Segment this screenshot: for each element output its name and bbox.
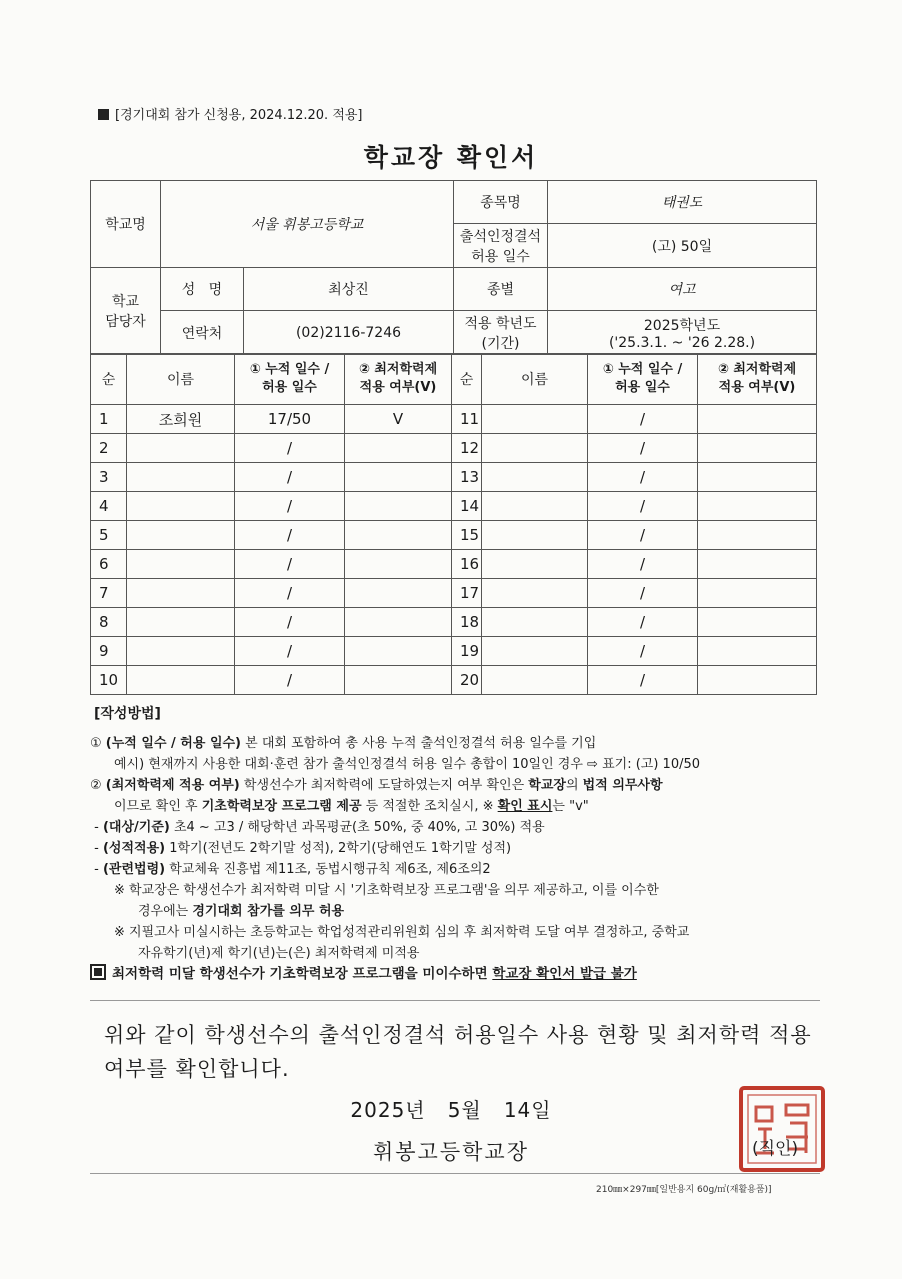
table-row bbox=[91, 608, 817, 637]
student-no: 17 bbox=[452, 579, 482, 608]
student-days: / bbox=[588, 608, 698, 637]
sport-value: 태권도 bbox=[548, 181, 817, 224]
students-table bbox=[90, 353, 817, 695]
method-title: [작성방법] bbox=[94, 706, 161, 722]
official-seal-icon bbox=[738, 1085, 826, 1173]
student-days: / bbox=[588, 521, 698, 550]
student-days: / bbox=[588, 637, 698, 666]
student-min bbox=[698, 521, 817, 550]
student-days: / bbox=[588, 579, 698, 608]
student-no: 14 bbox=[452, 492, 482, 521]
student-no: 4 bbox=[91, 492, 127, 521]
student-days: / bbox=[235, 579, 345, 608]
final-notice: 최저학력 미달 학생선수가 기초학력보장 프로그램을 미이수하면 학교장 확인서 발급 불가 bbox=[90, 964, 820, 985]
attendance-label: 출석인정결석 허용 일수 bbox=[454, 224, 548, 268]
table-row bbox=[91, 463, 817, 492]
student-min bbox=[698, 434, 817, 463]
issue-date: 2025년 5월 14일 bbox=[350, 1098, 552, 1122]
table-row bbox=[91, 637, 817, 666]
student-min bbox=[698, 637, 817, 666]
student-name bbox=[482, 550, 588, 579]
contact-label: 연락처 bbox=[161, 311, 244, 355]
divider-top bbox=[90, 1000, 820, 1001]
student-name bbox=[127, 492, 235, 521]
method-detail-1: - (대상/기준) 초4 ~ 고3 / 해당학년 과목평균(초 50%, 중 40%, 고 30%) 적용 bbox=[90, 820, 545, 835]
student-min bbox=[698, 608, 817, 637]
student-name bbox=[482, 666, 588, 695]
student-min bbox=[698, 492, 817, 521]
student-min bbox=[698, 666, 817, 695]
student-no: 8 bbox=[91, 608, 127, 637]
student-name bbox=[482, 637, 588, 666]
method-item-1-example: 예시) 현재까지 사용한 대회·훈련 참가 출석인정결석 허용 일수 총합이 10일인 경우 ⇨ 표기: (고) 10/50 bbox=[114, 757, 701, 772]
student-name bbox=[482, 608, 588, 637]
student-days: / bbox=[235, 637, 345, 666]
student-no: 18 bbox=[452, 608, 482, 637]
student-name bbox=[127, 550, 235, 579]
method-note-2-line2: 자유학기(년)제 학기(년)는(은) 최저학력제 미적용 bbox=[138, 946, 420, 961]
student-name bbox=[482, 405, 588, 434]
name-value: 최상진 bbox=[244, 268, 454, 311]
header-name-right: 이름 bbox=[482, 354, 588, 405]
table-row bbox=[91, 521, 817, 550]
student-min bbox=[345, 550, 452, 579]
method-note-2: ※ 지필고사 미실시하는 초등학교는 학업성적관리위원회 심의 후 최저학력 도달 여부 결정하고, 중학교 bbox=[114, 925, 690, 940]
method-item-1: ① (누적 일수 / 허용 일수) 본 대회 포함하여 총 사용 누적 출석인정결석 허용 일수를 기입 bbox=[90, 736, 597, 751]
school-value: 서울 휘봉고등학교 bbox=[161, 181, 454, 268]
paper-spec-footer: 210㎜×297㎜[일반용지 60g/㎡(재활용품)] bbox=[596, 1185, 772, 1195]
student-min: V bbox=[345, 405, 452, 434]
method-item-2: ② (최저학력제 적용 여부) 학생선수가 최저학력에 도달하였는지 여부 확인은 학교장의 법적 의무사항 bbox=[90, 778, 663, 793]
sport-label: 종목명 bbox=[454, 181, 548, 224]
student-min bbox=[345, 579, 452, 608]
student-no: 9 bbox=[91, 637, 127, 666]
student-days: / bbox=[235, 666, 345, 695]
seal-note: (직인) bbox=[752, 1139, 799, 1159]
name-label: 성 명 bbox=[161, 268, 244, 311]
year-label: 적용 학년도 (기간) bbox=[454, 311, 548, 355]
signer-name: 휘봉고등학교장 bbox=[372, 1140, 529, 1164]
student-min bbox=[345, 463, 452, 492]
header-days: ① 누적 일수 / 허용 일수 bbox=[235, 354, 345, 405]
student-min bbox=[698, 550, 817, 579]
method-note-1-line2: 경우에는 경기대회 참가를 의무 허용 bbox=[138, 904, 345, 919]
header-name: 이름 bbox=[127, 354, 235, 405]
student-days: / bbox=[588, 666, 698, 695]
students-body bbox=[91, 405, 817, 695]
school-label: 학교명 bbox=[91, 181, 161, 268]
student-name bbox=[127, 608, 235, 637]
students-header-row bbox=[91, 354, 817, 405]
student-min bbox=[345, 521, 452, 550]
student-days: / bbox=[588, 405, 698, 434]
student-no: 19 bbox=[452, 637, 482, 666]
method-note-1: ※ 학교장은 학생선수가 최저학력 미달 시 '기초학력보장 프로그램'을 의무 제공하고, 이를 이수한 bbox=[114, 883, 659, 898]
header-days-right: ① 누적 일수 / 허용 일수 bbox=[588, 354, 698, 405]
student-no: 11 bbox=[452, 405, 482, 434]
table-row bbox=[91, 550, 817, 579]
document-title: 학교장 확인서 bbox=[363, 143, 539, 172]
student-days: / bbox=[588, 550, 698, 579]
student-name bbox=[127, 521, 235, 550]
student-days: / bbox=[235, 521, 345, 550]
student-min bbox=[345, 492, 452, 521]
header-note: [경기대회 참가 신청용, 2024.12.20. 적용] bbox=[98, 104, 363, 123]
header-no-right: 순 bbox=[452, 354, 482, 405]
student-min bbox=[698, 579, 817, 608]
table-row bbox=[91, 492, 817, 521]
student-days: / bbox=[235, 463, 345, 492]
divider-bottom bbox=[90, 1173, 820, 1174]
student-name bbox=[127, 434, 235, 463]
student-no: 5 bbox=[91, 521, 127, 550]
student-days: / bbox=[235, 550, 345, 579]
student-no: 1 bbox=[91, 405, 127, 434]
student-days: / bbox=[235, 434, 345, 463]
method-detail-2: - (성적적용) 1학기(전년도 2학기말 성적), 2학기(당해연도 1학기말 성적) bbox=[90, 841, 512, 856]
student-no: 10 bbox=[91, 666, 127, 695]
student-days: / bbox=[235, 608, 345, 637]
student-name bbox=[127, 637, 235, 666]
student-no: 12 bbox=[452, 434, 482, 463]
student-name bbox=[127, 666, 235, 695]
student-days: / bbox=[588, 492, 698, 521]
student-min bbox=[698, 463, 817, 492]
student-name bbox=[127, 463, 235, 492]
table-row bbox=[91, 434, 817, 463]
table-row bbox=[91, 579, 817, 608]
method-detail-3: - (관련법령) 학교체육 진흥법 제11조, 동법시행규칙 제6조, 제6조의2 bbox=[90, 862, 491, 877]
table-row bbox=[91, 405, 817, 434]
checkbox-square-icon bbox=[90, 964, 106, 980]
table-row bbox=[91, 666, 817, 695]
student-no: 6 bbox=[91, 550, 127, 579]
student-no: 16 bbox=[452, 550, 482, 579]
student-name bbox=[482, 492, 588, 521]
square-bullet-icon bbox=[98, 109, 109, 120]
student-no: 15 bbox=[452, 521, 482, 550]
student-min bbox=[345, 434, 452, 463]
student-no: 13 bbox=[452, 463, 482, 492]
type-label: 종별 bbox=[454, 268, 548, 311]
contact-value: (02)2116-7246 bbox=[244, 311, 454, 355]
header-min: ② 최저학력제 적용 여부(V) bbox=[345, 354, 452, 405]
method-item-2-line2: 이므로 확인 후 기초학력보장 프로그램 제공 등 적절한 조치실시, ※ 확인 표시는 "v" bbox=[114, 799, 589, 814]
student-no: 7 bbox=[91, 579, 127, 608]
student-name bbox=[482, 521, 588, 550]
student-no: 3 bbox=[91, 463, 127, 492]
student-days: / bbox=[588, 434, 698, 463]
student-min bbox=[345, 666, 452, 695]
student-min bbox=[345, 637, 452, 666]
manager-label: 학교 담당자 bbox=[91, 268, 161, 355]
attendance-value: (고) 50일 bbox=[548, 224, 817, 268]
student-days: / bbox=[588, 463, 698, 492]
student-name bbox=[127, 579, 235, 608]
student-min bbox=[698, 405, 817, 434]
student-name bbox=[482, 463, 588, 492]
type-value: 여고 bbox=[548, 268, 817, 311]
student-days: / bbox=[235, 492, 345, 521]
student-name: 조희원 bbox=[127, 405, 235, 434]
student-days: 17/50 bbox=[235, 405, 345, 434]
student-name bbox=[482, 434, 588, 463]
student-name bbox=[482, 579, 588, 608]
student-no: 20 bbox=[452, 666, 482, 695]
year-value: 2025학년도 ('25.3.1. ~ '26 2.28.) bbox=[548, 311, 817, 355]
header-min-right: ② 최저학력제 적용 여부(V) bbox=[698, 354, 817, 405]
student-min bbox=[345, 608, 452, 637]
info-table bbox=[90, 180, 817, 355]
student-no: 2 bbox=[91, 434, 127, 463]
header-no: 순 bbox=[91, 354, 127, 405]
method-section bbox=[90, 704, 820, 985]
confirm-text: 위와 같이 학생선수의 출석인정결석 허용일수 사용 현황 및 최저학력 적용 여부를 확인합니다. bbox=[104, 1023, 812, 1081]
